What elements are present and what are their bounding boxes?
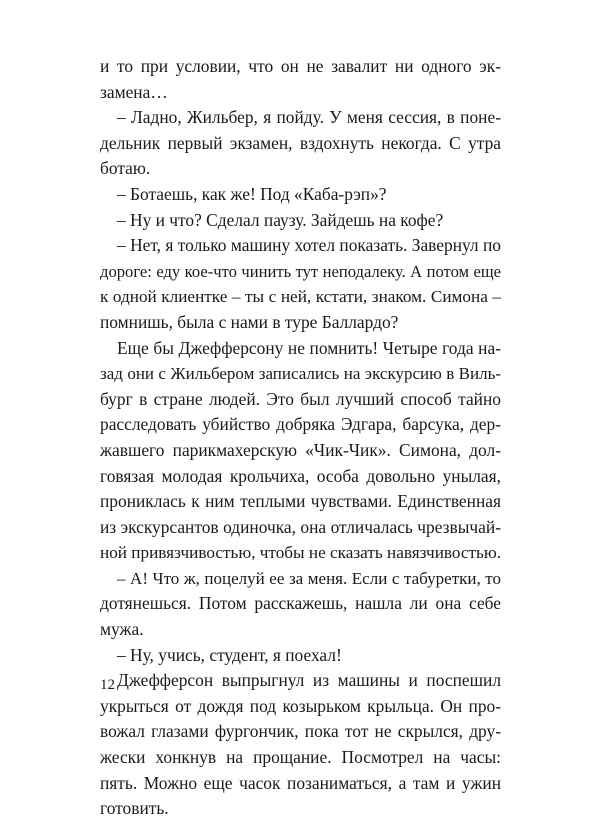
text-line: зад они с Жильбером записались на экскурсию в Виль- bbox=[100, 364, 501, 384]
text-line: – Нет, я только машину хотел показать. Завернул по bbox=[117, 235, 501, 256]
text-line: – Ботаешь, как же! Под «Каба-рэп»? bbox=[117, 183, 387, 204]
text-line: жавшего парикмахерскую «Чик-Чик». Симона, дол- bbox=[100, 439, 501, 460]
text-line: готовить. bbox=[100, 798, 169, 819]
text-line: говязая молодая крольчиха, особа довольно унылая, bbox=[100, 465, 501, 486]
page-number: 12 bbox=[100, 677, 115, 693]
text-line: расследовать убийство добряка Эдгара, барсука, дер- bbox=[100, 414, 501, 435]
text-line: – Ну, учись, студент, я поехал! bbox=[117, 644, 342, 665]
text-line: – А! Что ж, поцелуй ее за меня. Если с табуретки, то bbox=[117, 568, 501, 588]
text-line: помнишь, была с нами в туре Баллардо? bbox=[100, 311, 399, 332]
text-line: жески хонкнув на прощание. Посмотрел на часы: bbox=[100, 747, 501, 768]
text-line: укрыться от дождя под козырьком крыльца. Он про- bbox=[100, 695, 501, 716]
text-line: пять. Можно еще часок позаниматься, а там и ужин bbox=[100, 772, 501, 793]
text-line: – Ну и что? Сделал паузу. Зайдешь на кофе? bbox=[117, 209, 444, 230]
text-line: замена… bbox=[100, 81, 168, 102]
text-line: и то при условии, что он не завалит ни одного эк- bbox=[100, 56, 501, 76]
text-line: ботаю. bbox=[100, 158, 151, 179]
text-line: дороге: еду кое-что чинить тут неподалеку. А потом еще bbox=[100, 261, 501, 281]
text-line: ной привязчивостью, чтобы не сказать навязчивостью. bbox=[100, 543, 502, 563]
text-line: Еще бы Джефферсону не помнить! Четыре года на- bbox=[117, 337, 501, 358]
text-line: Джефферсон выпрыгнул из машины и поспешил bbox=[117, 670, 501, 691]
text-line: дельник первый экзамен, вздохнуть некогда. С утра bbox=[100, 132, 501, 153]
text-line: прониклась к ним теплыми чувствами. Единственная bbox=[100, 491, 501, 512]
text-line: мужа. bbox=[100, 619, 144, 640]
text-line: – Ладно, Жильбер, я пойду. У меня сессия, в поне- bbox=[117, 107, 501, 128]
text-line: бург в стране людей. Это был лучший способ тайно bbox=[100, 388, 501, 409]
text-line: дотянешься. Потом расскажешь, нашла ли она себе bbox=[100, 593, 501, 614]
book-page-text bbox=[100, 54, 501, 822]
text-line: из экскурсантов одиночка, она отличалась чрезвычай- bbox=[100, 516, 501, 537]
text-line: вожал глазами фургончик, пока тот не скрылся, дру- bbox=[100, 721, 501, 742]
text-line: к одной клиентке – ты с ней, кстати, знаком. Симона – bbox=[100, 287, 501, 307]
